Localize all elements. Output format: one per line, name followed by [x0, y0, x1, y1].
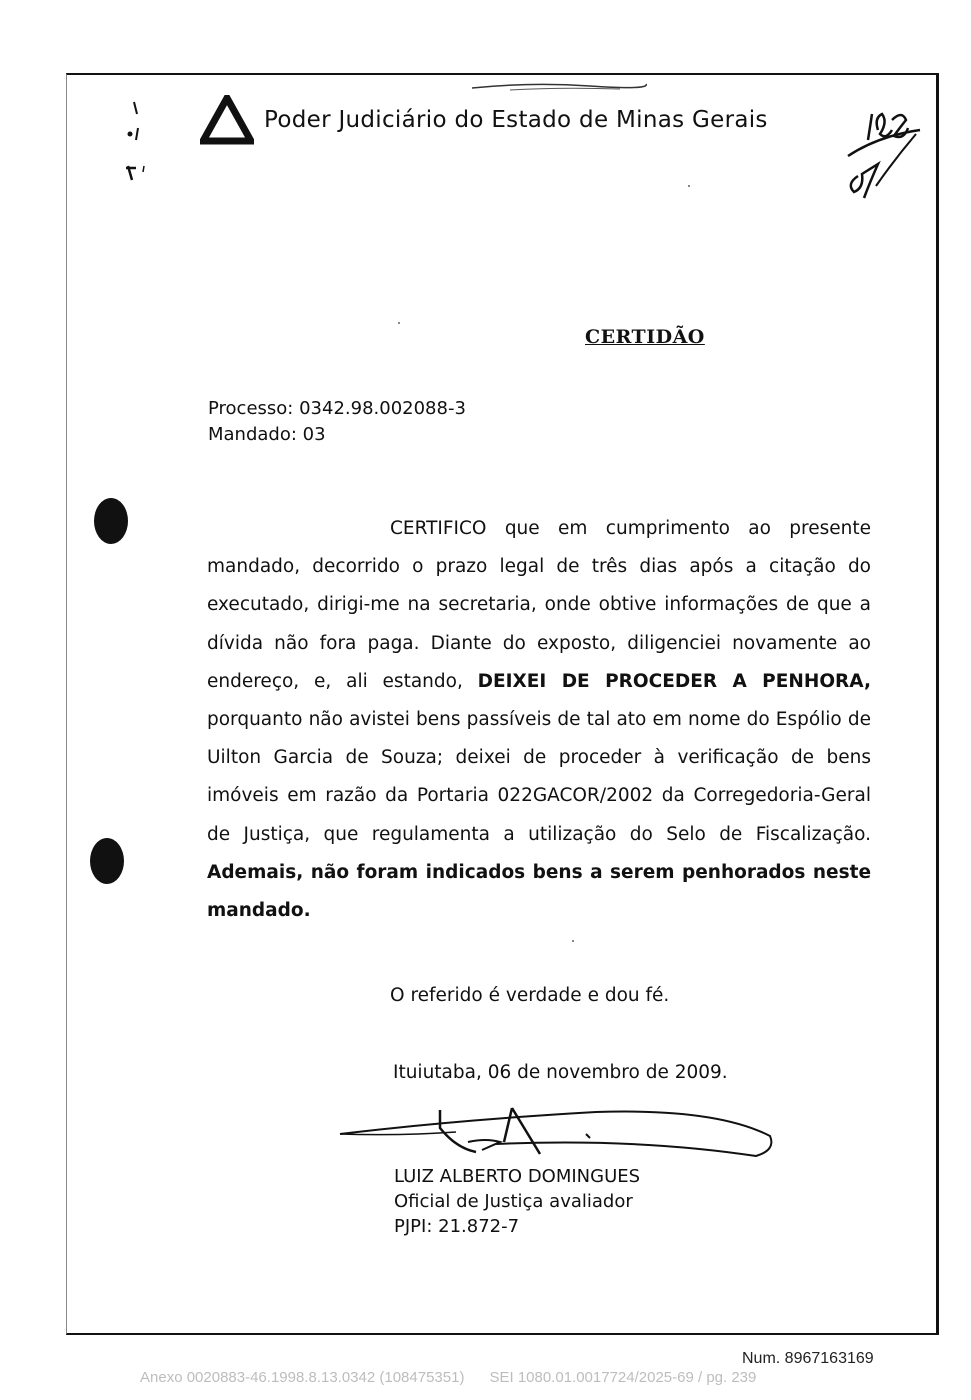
- closing-statement: Ademais, não foram indicados bens a serem penhorados neste mandado.: [207, 861, 871, 922]
- sei-reference: SEI 1080.01.0017724/2025-69 / pg. 239: [489, 1369, 757, 1386]
- anexo-reference: Anexo 0020883-46.1998.8.13.0342 (108475351): [140, 1369, 465, 1386]
- speck: [572, 940, 574, 942]
- margin-marks: [118, 100, 158, 190]
- certificate-paragraph: CERTIFICO que em cumprimento ao presente mandado, decorrido o prazo legal de três dias após a citação do executado, dirigi-me na secretaria, onde obtive informações de que a dívida não fora paga. Diante do exposto, diligenciei novamente ao endereço, e, ali estando, DEIXEI DE PROCEDER A PENHORA, porquanto não avistei bens passíveis de tal ato em nome do Espólio de Uilton Garcia de Souza; deixei de proceder à verificação de bens imóveis em razão da Portaria 022GACOR/2002 da Corregedoria-Geral de Justiça, que regulamenta a utilização do Selo de Fiscalização. Ademais, não foram indicados bens a serem penhorados neste mandado.: [207, 518, 871, 922]
- speck: [688, 185, 690, 187]
- signer-role: Oficial de Justiça avaliador: [394, 1191, 633, 1212]
- certificate-body: [207, 510, 871, 930]
- header: [200, 92, 768, 148]
- footer-reference: [140, 1369, 840, 1386]
- document-title: CERTIDÃO: [585, 326, 705, 348]
- case-info: [208, 396, 466, 448]
- mandado-number: Mandado: 03: [208, 424, 326, 445]
- attestation: O referido é verdade e dou fé.: [390, 985, 670, 1006]
- penhora-statement: DEIXEI DE PROCEDER A PENHORA,: [477, 670, 871, 692]
- processo-number: Processo: 0342.98.002088-3: [208, 398, 466, 419]
- court-name: Poder Judiciário do Estado de Minas Gerais: [264, 107, 768, 133]
- page-number-stamp: [838, 100, 928, 204]
- punch-hole: [90, 838, 124, 884]
- handwritten-signature: [336, 1098, 786, 1168]
- triangle-logo-icon: [200, 95, 254, 145]
- signer-id: PJPI: 21.872-7: [394, 1216, 520, 1237]
- speck: [398, 322, 400, 324]
- signer-name: LUIZ ALBERTO DOMINGUES: [394, 1166, 641, 1187]
- signer-block: [394, 1164, 640, 1239]
- top-scribble: [470, 78, 650, 92]
- punch-hole: [94, 498, 128, 544]
- place-date: Ituiutaba, 06 de novembro de 2009.: [393, 1062, 728, 1083]
- document-number: Num. 8967163169: [742, 1350, 874, 1367]
